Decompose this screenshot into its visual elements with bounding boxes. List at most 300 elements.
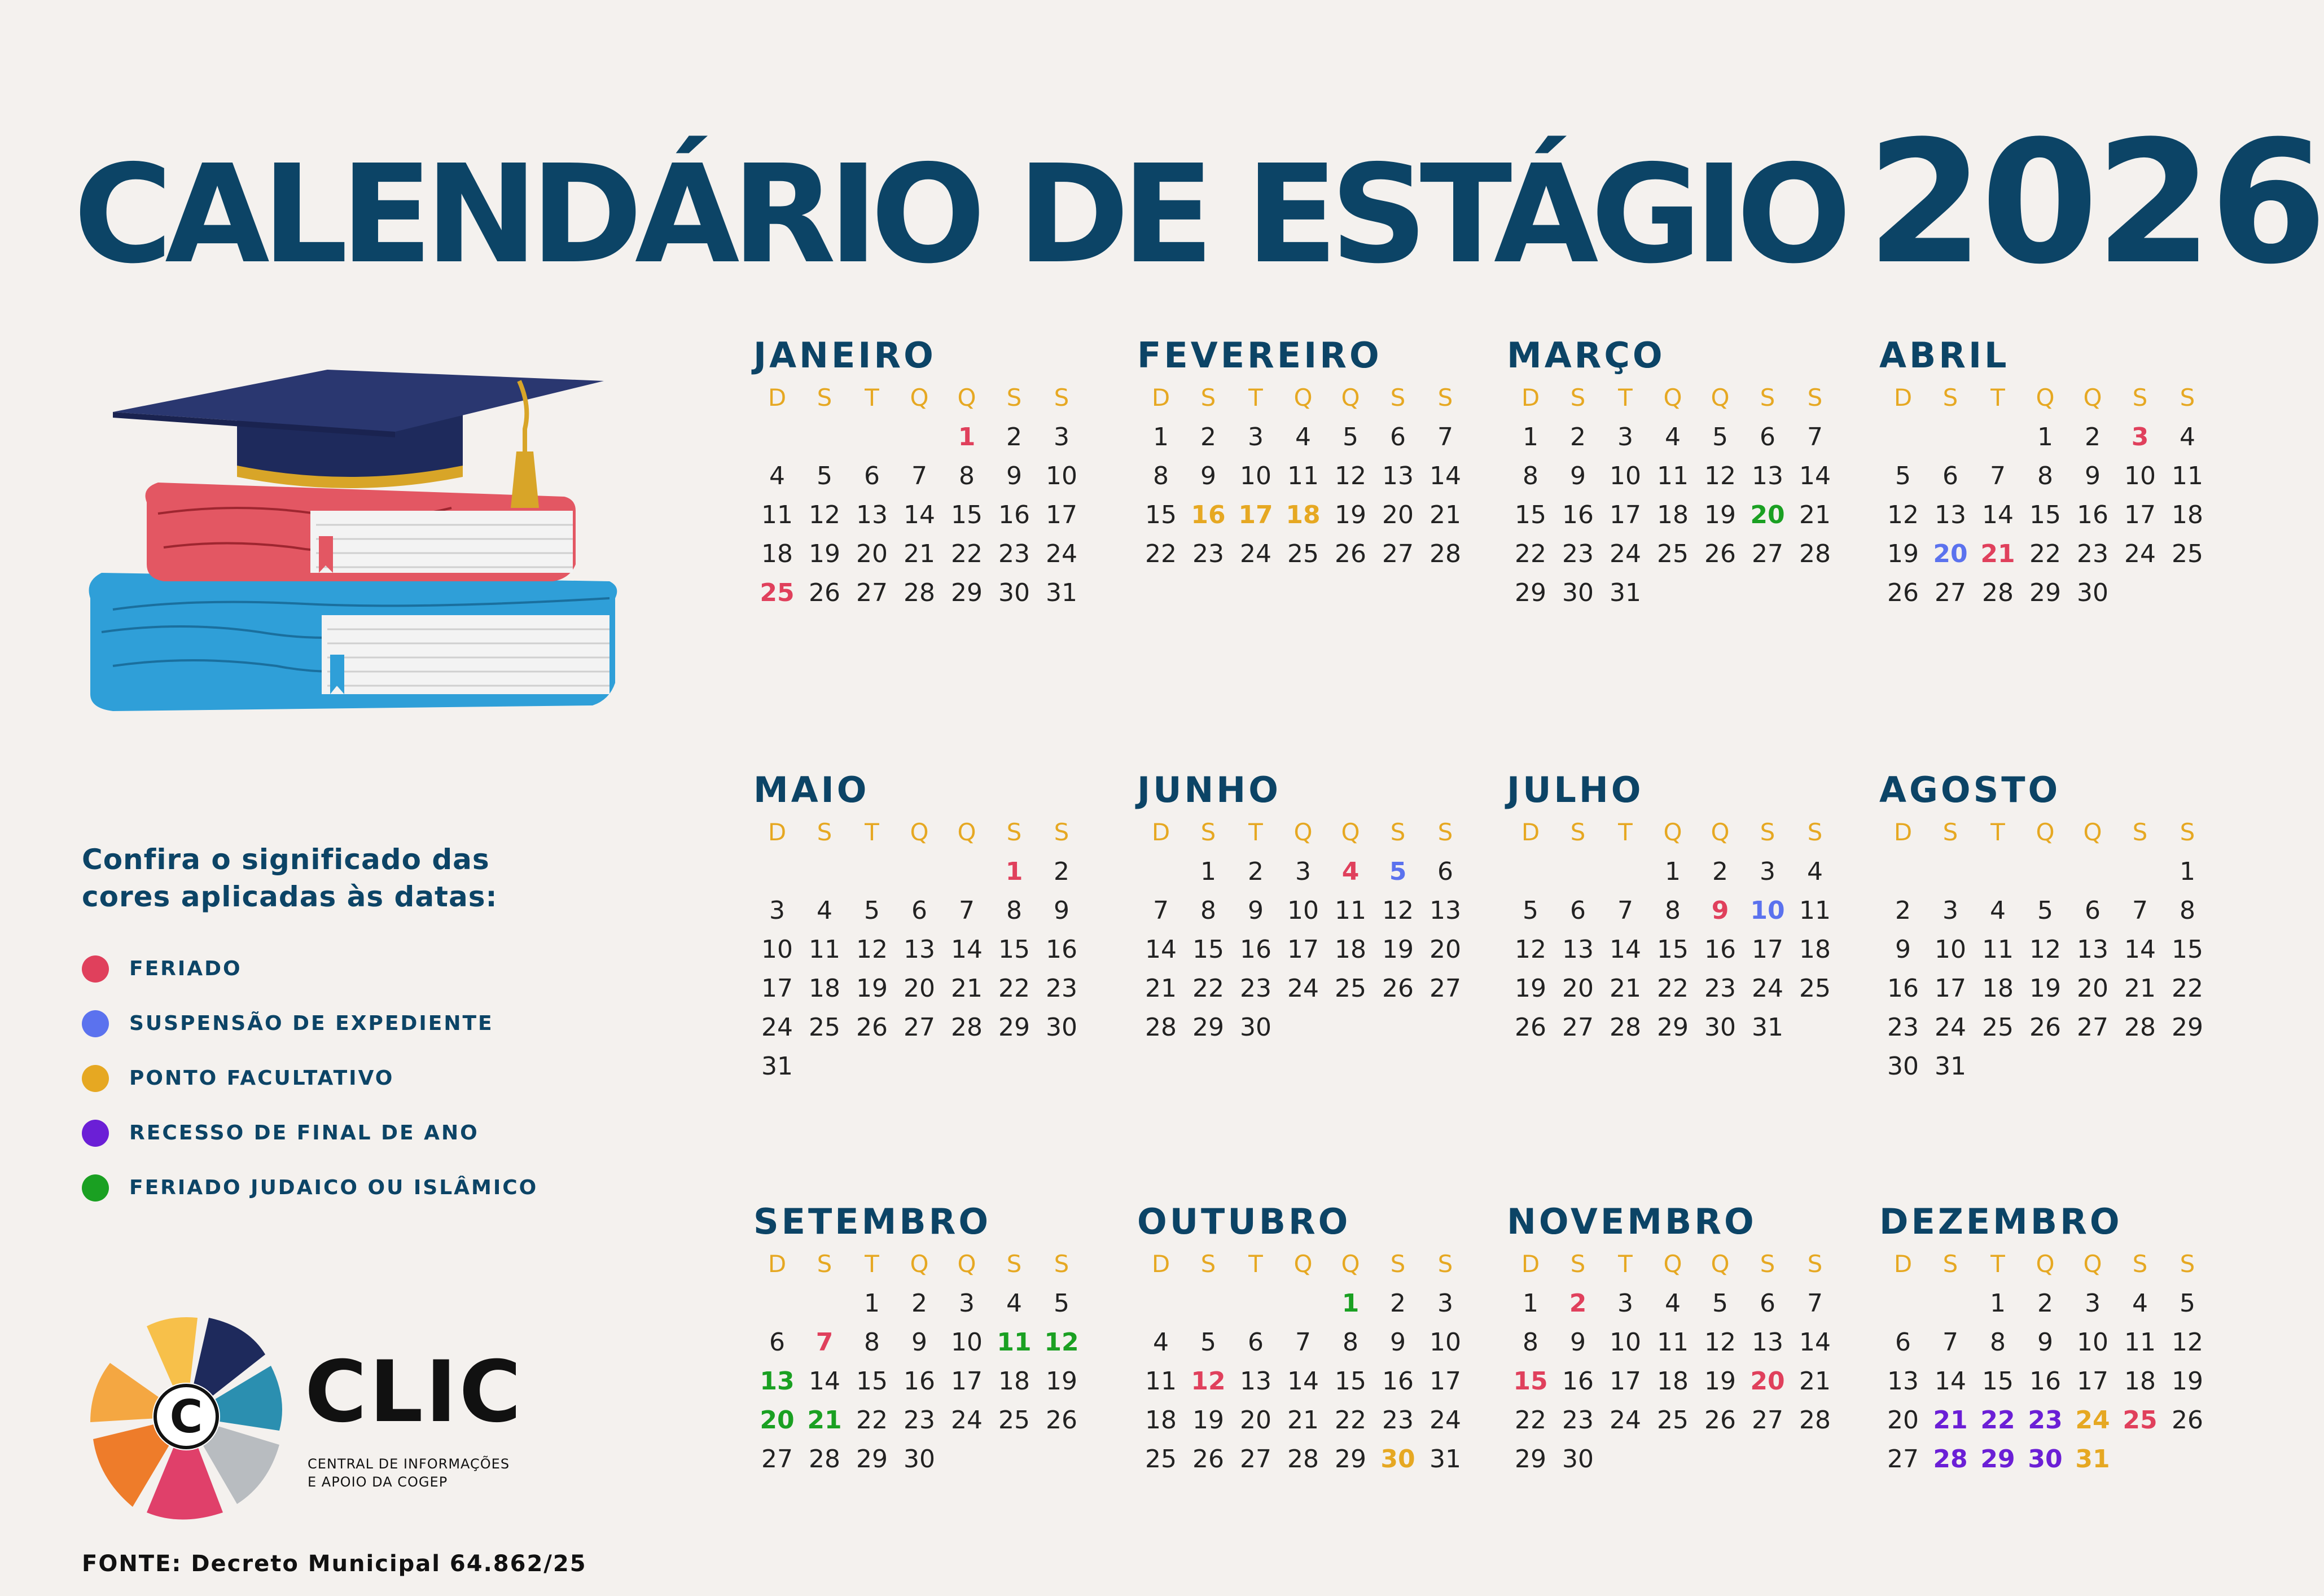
empty-day-cell (1279, 1284, 1327, 1323)
day-cell: 25 (1657, 1406, 1689, 1435)
day-cell: 26 (1046, 1406, 1077, 1435)
weekday-label: Q (1341, 384, 1360, 411)
day-cell: 19 (2172, 1367, 2203, 1396)
day-cell: 15 (2172, 935, 2203, 964)
empty-day-cell (943, 1047, 990, 1086)
day-cell: 24 (1610, 540, 1641, 568)
day-cell: 29 (1657, 1013, 1689, 1042)
day-cell: 20 (760, 1406, 795, 1435)
weekday-label: S (1570, 818, 1586, 846)
day-cell: 10 (1287, 896, 1319, 925)
day-cell: 3 (959, 1289, 975, 1318)
day-cell: 13 (1752, 1328, 1783, 1357)
day-cell: 14 (1430, 462, 1461, 490)
day-cell: 7 (1807, 423, 1823, 451)
empty-day-cell (1974, 1047, 2022, 1086)
empty-day-cell (1038, 1047, 1085, 1086)
weekday-label: Q (910, 384, 929, 411)
day-cell: 3 (1248, 423, 1264, 451)
legend-list (82, 941, 590, 1215)
day-cell: 23 (2028, 1406, 2063, 1435)
day-cell: 2 (1006, 423, 1022, 451)
day-cell: 19 (1704, 1367, 1736, 1396)
day-cell: 14 (1799, 1328, 1831, 1357)
weekday-label: Q (2083, 818, 2102, 846)
day-cell: 20 (1933, 540, 1968, 568)
day-cell: 29 (1335, 1445, 1366, 1474)
day-cell: 13 (2077, 935, 2108, 964)
day-cell: 2 (1054, 857, 1069, 886)
day-cell: 18 (1335, 935, 1366, 964)
day-cell: 26 (809, 578, 840, 607)
weekday-label: Q (2036, 818, 2055, 846)
weekday-label: Q (1663, 1250, 1682, 1278)
day-cell: 30 (2077, 578, 2108, 607)
day-cell: 11 (1145, 1367, 1177, 1396)
day-cell: 18 (1145, 1406, 1177, 1435)
day-cell: 26 (1192, 1445, 1224, 1474)
day-cell: 28 (1799, 1406, 1831, 1435)
week-row (1507, 1008, 1862, 1047)
day-cell: 5 (1523, 896, 1538, 925)
week-row (753, 1323, 1109, 1362)
weekday-label: S (2180, 818, 2195, 846)
day-cell: 10 (761, 935, 793, 964)
week-row (1137, 1008, 1493, 1047)
day-cell: 16 (1704, 935, 1736, 964)
day-cell: 19 (1335, 501, 1366, 529)
empty-day-cell (1791, 1008, 1839, 1047)
day-cell: 14 (1982, 501, 2014, 529)
empty-day-cell (1602, 1440, 1649, 1479)
day-cell: 24 (1752, 974, 1783, 1003)
empty-day-cell (896, 1047, 943, 1086)
day-cell: 9 (1200, 462, 1216, 490)
day-cell: 12 (856, 935, 888, 964)
day-cell: 13 (1382, 462, 1414, 490)
day-cell: 27 (1562, 1013, 1594, 1042)
month-name: NOVEMBRO (1507, 1201, 1757, 1242)
day-cell: 6 (769, 1328, 785, 1357)
day-cell: 18 (2172, 501, 2203, 529)
day-cell: 1 (2180, 857, 2195, 886)
day-cell: 25 (1287, 540, 1319, 568)
weekday-label: S (1390, 818, 1406, 846)
day-cell: 4 (817, 896, 832, 925)
day-cell: 13 (760, 1367, 795, 1396)
day-cell: 4 (1665, 1289, 1681, 1318)
day-cell: 6 (1942, 462, 1958, 490)
day-cell: 9 (911, 1328, 927, 1357)
month-name: JULHO (1507, 769, 1644, 810)
weekday-label: S (1437, 818, 1453, 846)
day-cell: 8 (1523, 1328, 1538, 1357)
month-fevereiro (1137, 333, 1493, 573)
week-row (1507, 496, 1862, 534)
day-cell: 1 (1153, 423, 1169, 451)
day-cell: 30 (1704, 1013, 1736, 1042)
day-cell: 10 (1935, 935, 1966, 964)
day-cell: 4 (1665, 423, 1681, 451)
day-cell: 11 (2124, 1328, 2156, 1357)
day-cell: 12 (2172, 1328, 2203, 1357)
day-cell: 7 (959, 896, 975, 925)
day-cell: 15 (1657, 935, 1689, 964)
day-cell: 12 (2029, 935, 2061, 964)
week-row (1137, 1284, 1493, 1323)
day-cell: 20 (2077, 974, 2108, 1003)
weekday-label: Q (2083, 384, 2102, 411)
day-cell: 4 (1006, 1289, 1022, 1318)
day-cell: 25 (2123, 1406, 2158, 1435)
day-cell: 9 (1054, 896, 1069, 925)
day-cell: 21 (904, 540, 935, 568)
day-cell: 28 (809, 1445, 840, 1474)
day-cell: 21 (1287, 1406, 1319, 1435)
empty-day-cell (943, 852, 990, 891)
day-cell: 25 (2172, 540, 2203, 568)
day-cell: 9 (2085, 462, 2101, 490)
day-cell: 28 (1430, 540, 1461, 568)
week-row (1507, 1284, 1862, 1323)
day-cell: 7 (815, 1328, 834, 1357)
books-graduation-cap-illustration (79, 316, 632, 756)
day-cell: 22 (856, 1406, 888, 1435)
day-cell: 15 (1145, 501, 1177, 529)
day-cell: 7 (1807, 1289, 1823, 1318)
day-cell: 28 (1145, 1013, 1177, 1042)
weekday-label: Q (2036, 1250, 2055, 1278)
week-row (1879, 496, 2235, 534)
weekday-header (1137, 378, 1493, 418)
legend-label: PONTO FACULTATIVO (129, 1067, 394, 1090)
day-cell: 28 (1287, 1445, 1319, 1474)
day-cell: 23 (1240, 974, 1271, 1003)
week-row (753, 1008, 1109, 1047)
day-cell: 7 (1295, 1328, 1311, 1357)
day-cell: 28 (1982, 578, 2014, 607)
weekday-label: D (768, 818, 787, 846)
day-cell: 15 (1515, 501, 1546, 529)
weekday-label: S (1390, 384, 1406, 411)
day-cell: 3 (1617, 1289, 1633, 1318)
day-cell: 3 (1054, 423, 1069, 451)
weekday-label: Q (957, 384, 976, 411)
week-row (753, 1401, 1109, 1440)
week-row (1879, 457, 2235, 496)
day-cell: 23 (2077, 540, 2108, 568)
weekday-label: S (1390, 1250, 1406, 1278)
day-cell: 22 (1515, 540, 1546, 568)
day-cell: 27 (1430, 974, 1461, 1003)
empty-day-cell (848, 1047, 896, 1086)
day-cell: 2 (1712, 857, 1728, 886)
day-cell: 14 (1145, 935, 1177, 964)
day-cell: 27 (1752, 540, 1783, 568)
day-cell: 6 (864, 462, 880, 490)
day-cell: 15 (998, 935, 1030, 964)
day-cell: 4 (1153, 1328, 1169, 1357)
day-cell: 2 (1200, 423, 1216, 451)
empty-day-cell (1374, 1008, 1422, 1047)
day-cell: 17 (2077, 1367, 2108, 1396)
day-cell: 6 (1248, 1328, 1264, 1357)
day-cell: 5 (2037, 896, 2053, 925)
day-cell: 5 (864, 896, 880, 925)
title-main: CALENDÁRIO DE ESTÁGIO (73, 135, 1844, 293)
day-cell: 7 (2132, 896, 2148, 925)
empty-day-cell (848, 418, 896, 457)
day-cell: 24 (1240, 540, 1271, 568)
day-cell: 15 (1192, 935, 1224, 964)
day-cell: 16 (1887, 974, 1919, 1003)
day-cell: 8 (1523, 462, 1538, 490)
empty-day-cell (1927, 418, 1974, 457)
weekday-label: T (1248, 818, 1263, 846)
day-cell: 21 (2124, 974, 2156, 1003)
day-cell: 30 (1562, 1445, 1594, 1474)
weekday-label: T (1618, 384, 1633, 411)
day-cell: 24 (1046, 540, 1077, 568)
day-cell: 1 (864, 1289, 880, 1318)
day-cell: 16 (2029, 1367, 2061, 1396)
day-cell: 8 (1006, 896, 1022, 925)
legend-dot-icon (82, 1065, 109, 1092)
day-cell: 8 (1990, 1328, 2006, 1357)
legend-label: SUSPENSÃO DE EXPEDIENTE (129, 1012, 494, 1035)
week-row (753, 1440, 1109, 1479)
empty-day-cell (1649, 573, 1696, 612)
empty-day-cell (1038, 1440, 1085, 1479)
day-cell: 16 (1046, 935, 1077, 964)
day-cell: 20 (1562, 974, 1594, 1003)
day-cell: 26 (856, 1013, 888, 1042)
day-cell: 1 (1523, 1289, 1538, 1318)
day-cell: 10 (1240, 462, 1271, 490)
page-title (73, 104, 2324, 301)
day-cell: 22 (951, 540, 983, 568)
weekday-label: S (1437, 384, 1453, 411)
day-cell: 12 (1191, 1367, 1226, 1396)
week-row (1507, 1323, 1862, 1362)
day-cell: 25 (809, 1013, 840, 1042)
day-cell: 1 (1200, 857, 1216, 886)
day-cell: 1 (1990, 1289, 2006, 1318)
empty-day-cell (753, 1284, 801, 1323)
day-cell: 16 (1562, 501, 1594, 529)
day-cell: 31 (2075, 1445, 2110, 1474)
day-cell: 3 (1760, 857, 1775, 886)
weekday-header (1507, 813, 1862, 852)
day-cell: 24 (1610, 1406, 1641, 1435)
empty-day-cell (801, 1047, 848, 1086)
day-cell: 2 (2085, 423, 2101, 451)
day-cell: 2 (2037, 1289, 2053, 1318)
day-cell: 1 (2037, 423, 2053, 451)
day-cell: 15 (2029, 501, 2061, 529)
weekday-label: Q (1663, 818, 1682, 846)
day-cell: 11 (1287, 462, 1319, 490)
week-row (753, 496, 1109, 534)
weekday-header (753, 813, 1109, 852)
day-cell: 25 (998, 1406, 1030, 1435)
day-cell: 10 (1046, 462, 1077, 490)
week-row (753, 852, 1109, 891)
week-row (1879, 1008, 2235, 1047)
day-cell: 6 (1760, 1289, 1775, 1318)
day-cell: 12 (1044, 1328, 1079, 1357)
month-name: DEZEMBRO (1879, 1201, 2123, 1242)
empty-day-cell (896, 852, 943, 891)
empty-day-cell (1974, 418, 2022, 457)
weekday-label: S (1807, 818, 1823, 846)
week-row (753, 418, 1109, 457)
day-cell: 8 (864, 1328, 880, 1357)
empty-day-cell (1879, 852, 1927, 891)
day-cell: 17 (1287, 935, 1319, 964)
weekday-label: D (1893, 1250, 1913, 1278)
day-cell: 19 (1046, 1367, 1077, 1396)
empty-day-cell (1327, 1008, 1374, 1047)
week-row (1507, 457, 1862, 496)
month-dezembro (1879, 1199, 2235, 1479)
day-cell: 13 (904, 935, 935, 964)
weekday-label: S (1570, 1250, 1586, 1278)
day-cell: 3 (1617, 423, 1633, 451)
day-cell: 30 (904, 1445, 935, 1474)
logo-name: CLIC (305, 1343, 524, 1441)
week-row (1879, 1323, 2235, 1362)
day-cell: 18 (1286, 501, 1321, 529)
day-cell: 26 (1382, 974, 1414, 1003)
day-cell: 10 (2077, 1328, 2108, 1357)
weekday-header (1507, 1244, 1862, 1284)
day-cell: 30 (1887, 1052, 1919, 1081)
empty-day-cell (1744, 573, 1791, 612)
day-cell: 26 (1704, 1406, 1736, 1435)
month-name: MARÇO (1507, 335, 1665, 376)
day-cell: 22 (1145, 540, 1177, 568)
weekday-label: Q (1293, 384, 1313, 411)
day-cell: 11 (1982, 935, 2014, 964)
month-julho (1507, 768, 1862, 1047)
day-cell: 21 (951, 974, 983, 1003)
day-cell: 24 (2124, 540, 2156, 568)
day-cell: 22 (998, 974, 1030, 1003)
empty-day-cell (1602, 852, 1649, 891)
empty-day-cell (2164, 573, 2211, 612)
day-cell: 23 (1704, 974, 1736, 1003)
clic-logo (79, 1309, 530, 1524)
day-cell: 29 (856, 1445, 888, 1474)
day-cell: 23 (1562, 540, 1594, 568)
day-cell: 4 (2180, 423, 2195, 451)
day-cell: 21 (1430, 501, 1461, 529)
day-cell: 26 (2029, 1013, 2061, 1042)
day-cell: 1 (958, 423, 976, 451)
day-cell: 17 (1238, 501, 1273, 529)
day-cell: 12 (1704, 1328, 1736, 1357)
day-cell: 9 (1006, 462, 1022, 490)
weekday-label: Q (910, 1250, 929, 1278)
day-cell: 10 (1610, 1328, 1641, 1357)
day-cell: 19 (1887, 540, 1919, 568)
day-cell: 21 (1799, 1367, 1831, 1396)
day-cell: 25 (1799, 974, 1831, 1003)
day-cell: 19 (809, 540, 840, 568)
day-cell: 3 (2131, 423, 2149, 451)
day-cell: 28 (1933, 1445, 1968, 1474)
day-cell: 27 (1935, 578, 1966, 607)
day-cell: 9 (1711, 896, 1729, 925)
empty-day-cell (990, 1047, 1038, 1086)
day-cell: 22 (1192, 974, 1224, 1003)
day-cell: 31 (1430, 1445, 1461, 1474)
empty-day-cell (1137, 1284, 1185, 1323)
day-cell: 29 (951, 578, 983, 607)
empty-day-cell (801, 852, 848, 891)
day-cell: 22 (2172, 974, 2203, 1003)
day-cell: 27 (2077, 1013, 2108, 1042)
day-cell: 14 (2124, 935, 2156, 964)
empty-day-cell (848, 852, 896, 891)
month-name: MAIO (753, 769, 870, 810)
day-cell: 17 (1935, 974, 1966, 1003)
weekday-label: T (1618, 818, 1633, 846)
weekday-label: S (1006, 818, 1022, 846)
day-cell: 29 (2029, 578, 2061, 607)
week-row (1507, 969, 1862, 1008)
week-row (1137, 969, 1493, 1008)
day-cell: 31 (1610, 578, 1641, 607)
weekday-header (1137, 813, 1493, 852)
day-cell: 22 (1335, 1406, 1366, 1435)
day-cell: 18 (1657, 1367, 1689, 1396)
day-cell: 5 (1712, 423, 1728, 451)
day-cell: 15 (951, 501, 983, 529)
legend-label: RECESSO DE FINAL DE ANO (129, 1121, 479, 1145)
day-cell: 23 (1562, 1406, 1594, 1435)
day-cell: 13 (1935, 501, 1966, 529)
legend-dot-icon (82, 1010, 109, 1037)
weekday-label: T (1990, 1250, 2005, 1278)
day-cell: 19 (1192, 1406, 1224, 1435)
weekday-label: S (817, 818, 832, 846)
day-cell: 18 (2124, 1367, 2156, 1396)
week-row (753, 573, 1109, 612)
day-cell: 25 (1982, 1013, 2014, 1042)
day-cell: 13 (1752, 462, 1783, 490)
empty-day-cell (1791, 573, 1839, 612)
empty-day-cell (2069, 852, 2116, 891)
day-cell: 20 (1750, 1367, 1785, 1396)
legend-dot-icon (82, 1174, 109, 1202)
day-cell: 6 (1390, 423, 1406, 451)
day-cell: 25 (760, 578, 795, 607)
day-cell: 6 (1570, 896, 1586, 925)
day-cell: 30 (1046, 1013, 1077, 1042)
day-cell: 24 (761, 1013, 793, 1042)
month-name: OUTUBRO (1137, 1201, 1351, 1242)
weekday-label: T (1248, 1250, 1263, 1278)
month-name: JUNHO (1137, 769, 1281, 810)
weekday-label: Q (910, 818, 929, 846)
weekday-label: S (1006, 384, 1022, 411)
day-cell: 21 (1980, 540, 2015, 568)
day-cell: 17 (2124, 501, 2156, 529)
weekday-label: D (1151, 384, 1170, 411)
day-cell: 5 (1054, 1289, 1069, 1318)
